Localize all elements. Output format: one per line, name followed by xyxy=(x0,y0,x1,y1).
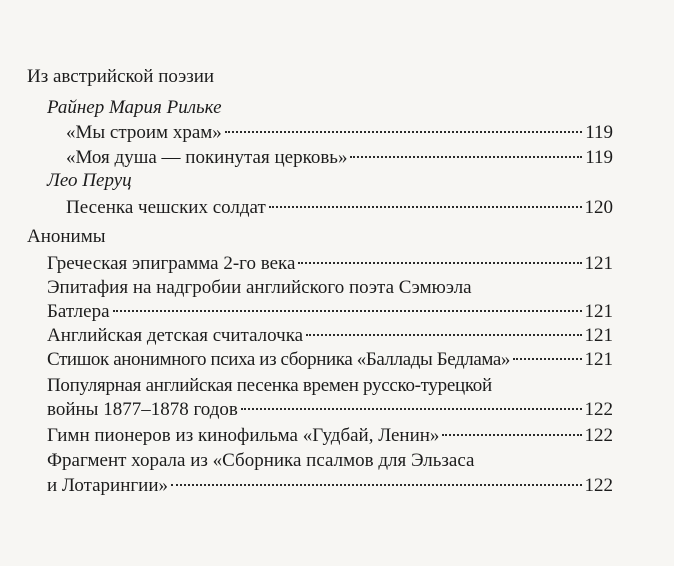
toc-entry-page: 119 xyxy=(585,122,613,143)
toc-entry-page: 121 xyxy=(584,349,613,370)
dot-leader xyxy=(171,484,581,486)
toc-entry-page: 121 xyxy=(584,325,613,346)
toc-entry-page: 121 xyxy=(584,301,613,322)
dot-leader xyxy=(513,358,581,360)
toc-entry[interactable] xyxy=(47,397,613,423)
toc-entry[interactable] xyxy=(47,251,613,277)
dot-leader xyxy=(113,310,582,312)
toc-entry[interactable] xyxy=(66,145,613,171)
author-perutz: Лео Перуц xyxy=(47,170,132,191)
toc-entry-page: 122 xyxy=(584,425,613,446)
dot-leader xyxy=(442,434,581,436)
toc-entry-title: войны 1877–1878 годов xyxy=(47,399,238,420)
section-heading-austrian-poetry: Из австрийской поэзии xyxy=(27,66,215,87)
toc-entry-title: Гимн пионеров из кинофильма «Гудбай, Ленин» xyxy=(47,425,440,446)
toc-entry-page: 120 xyxy=(584,197,613,218)
toc-entry-title: «Мы строим храм» xyxy=(66,122,222,143)
dot-leader xyxy=(306,334,581,336)
toc-entry-title: Батлера xyxy=(47,301,110,322)
toc-entry[interactable] xyxy=(47,323,613,349)
toc-entry-title-line1: Популярная английская песенка времен русско-турецкой xyxy=(47,375,492,396)
toc-entry-title: Английская детская считалочка xyxy=(47,325,304,346)
toc-entry[interactable] xyxy=(47,423,613,449)
toc-entry-title: Греческая эпиграмма 2-го века xyxy=(47,253,296,274)
toc-entry[interactable] xyxy=(47,299,613,325)
toc-entry-page: 119 xyxy=(585,147,613,168)
toc-entry-page: 122 xyxy=(584,475,613,496)
toc-entry[interactable] xyxy=(66,195,613,221)
toc-entry-title: «Моя душа — покинутая церковь» xyxy=(66,147,348,168)
dot-leader xyxy=(241,408,582,410)
toc-entry-page: 122 xyxy=(584,399,613,420)
dot-leader xyxy=(298,262,581,264)
toc-entry[interactable] xyxy=(47,347,613,373)
toc-entry[interactable] xyxy=(66,120,613,146)
dot-leader xyxy=(225,131,582,133)
toc-entry-title: и Лотарингии» xyxy=(47,475,169,496)
toc-entry-title: Стишок анонимного психа из сборника «Баллады Бедлама» xyxy=(47,349,511,370)
toc-entry-title-line1: Эпитафия на надгробии английского поэта Сэмюэла xyxy=(47,277,472,298)
dot-leader xyxy=(350,156,582,158)
toc-entry[interactable] xyxy=(47,473,613,499)
toc-entry-title: Песенка чешских солдат xyxy=(66,197,266,218)
author-rilke: Райнер Мария Рильке xyxy=(47,97,222,118)
dot-leader xyxy=(269,206,582,208)
toc-entry-page: 121 xyxy=(584,253,613,274)
section-heading-anonymous: Анонимы xyxy=(27,226,106,247)
toc-entry-title-line1: Фрагмент хорала из «Сборника псалмов для Эльзаса xyxy=(47,450,475,471)
